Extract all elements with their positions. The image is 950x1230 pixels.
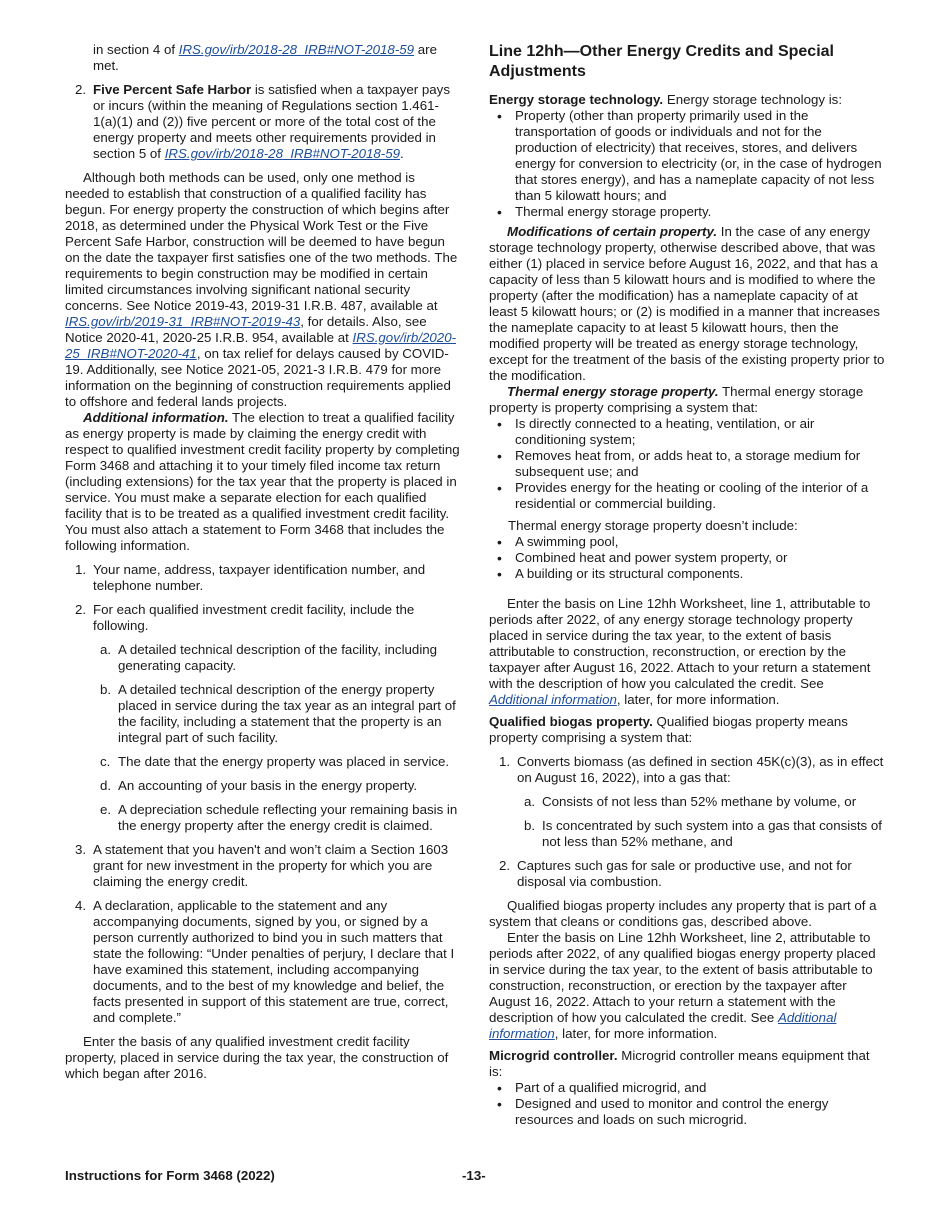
microgrid-paragraph: Microgrid controller. Microgrid controller means equipment that is: bbox=[489, 1048, 870, 1079]
bullet-item: • Is directly connected to a heating, ventilation, or air conditioning system; bbox=[497, 416, 815, 447]
list-item: 3. A statement that you haven't and won’t claim a Section 1603 grant for new investment in the property for which you are claiming the energy credit. bbox=[75, 842, 449, 889]
bullet-item: • Property (other than property primarily used in the transportation of goods or individuals and not for the production of electricity) that receives, stores, and delivers energy for conversion to electricity (or, in the case of hydrogen that stores energy), and has a nameplate capacity of not less than 5 kilowatt hours; and bbox=[497, 108, 882, 203]
sub-list-item: b. Is concentrated by such system into a gas that consists of not less than 52% methane, and bbox=[524, 818, 882, 849]
bullet-item: • Provides energy for the heating or cooling of the interior of a residential or commercial building. bbox=[497, 480, 869, 511]
sub-list-item: c. The date that the energy property was placed in service. bbox=[100, 754, 450, 769]
additional-information-link[interactable]: Additional information bbox=[489, 692, 617, 707]
bullet-item: • A building or its structural components. bbox=[497, 566, 744, 582]
bullet-item: • Designed and used to monitor and control the energy resources and loads on such microgrid. bbox=[497, 1096, 829, 1127]
section-heading: Line 12hh—Other Energy Credits and Special Adjustments bbox=[489, 43, 834, 80]
right-column bbox=[489, 42, 885, 1128]
irb-2020-25-link[interactable]: IRS.gov/irb/2020-25_IRB#NOT-2020-41 bbox=[65, 330, 457, 361]
sub-list-item: d. An accounting of your basis in the energy property. bbox=[100, 778, 418, 793]
bullet-item: • A swimming pool, bbox=[497, 534, 619, 550]
irb-2019-31-link[interactable]: IRS.gov/irb/2019-31_IRB#NOT-2019-43 bbox=[65, 314, 301, 329]
biogas-includes-paragraph: Qualified biogas property includes any property that is part of a system that cleans or conditions gas, described above. bbox=[489, 898, 877, 929]
biogas-paragraph: Qualified biogas property. Qualified biogas property means property comprising a system that: bbox=[489, 714, 848, 745]
footer-form-title: Instructions for Form 3468 (2022) bbox=[65, 1168, 275, 1183]
bullet-item: • Thermal energy storage property. bbox=[497, 204, 712, 220]
bullet-item: • Combined heat and power system property, or bbox=[497, 550, 788, 566]
list-item: 1. Your name, address, taxpayer identification number, and telephone number. bbox=[75, 562, 426, 593]
irb-2018-28-link-2[interactable]: IRS.gov/irb/2018-28_IRB#NOT-2018-59 bbox=[164, 146, 400, 161]
although-paragraph: Although both methods can be used, only one method is needed to establish that construction of a qualified facility has begun. For energy property the construction of which begins after 2018, as determined under the Physical Work Test or the Five Percent Safe Harbor, construction will be deemed to have begun on the date the taxpayer first satisfies one of the two methods. The requirements to begin construction may be modified in certain limited circumstances involving significant national security concerns. See Notice 2019-43, 2019-31 I.R.B. 487, available at IRS.gov/irb/2019-31_IRB#NOT-2019-43, for details. Also, see Notice 2020-41, 2020-25 I.R.B. 954, available at IRS.gov/irb/2020-25_IRB#NOT-2020-41, on tax relief for delays caused by COVID-19. Additionally, see Notice 2021-05, 2021-3 I.R.B. 479 for more information on the beginning of construction requirements applied to offshore and federal lands projects. bbox=[65, 170, 458, 409]
enter-basis-paragraph: Enter the basis of any qualified investment credit facility property, placed in service during the tax year, the construction of which began after 2016. bbox=[65, 1034, 449, 1081]
sub-list-item: b. A detailed technical description of the energy property placed in service during the tax year as an integral part of the facility, including a statement that the property is an integral part of such facility. bbox=[100, 682, 456, 745]
list-item: 1. Converts biomass (as defined in section 45K(c)(3), as in effect on August 16, 2022), into a gas that: bbox=[499, 754, 884, 785]
sub-list-item: e. A depreciation schedule reflecting your remaining basis in the energy property after the energy credit is claimed. bbox=[100, 802, 458, 833]
bullet-item: • Removes heat from, or adds heat to, a storage medium for subsequent use; and bbox=[497, 448, 861, 479]
left-column bbox=[65, 42, 461, 1082]
additional-info-paragraph: Additional information. The election to treat a qualified facility as energy property is made by claiming the energy credit with respect to qualified investment credit facility property by completing Form 3468 and attaching it to your timely filed income tax return (including extensions) for the tax year that the property is placed in service. You must make a separate election for each qualified facility that is to be treated as a qualified investment credit facility. You must also attach a statement to Form 3468 that includes the following information. bbox=[65, 410, 460, 553]
bullet-item: • Part of a qualified microgrid, and bbox=[497, 1080, 707, 1096]
irb-2018-28-link[interactable]: IRS.gov/irb/2018-28_IRB#NOT-2018-59 bbox=[178, 42, 415, 57]
list-item: 2. Captures such gas for sale or productive use, and not for disposal via combustion. bbox=[499, 858, 852, 889]
list-item: 2. For each qualified investment credit facility, include the following. bbox=[75, 602, 415, 633]
continued-paragraph: in section 4 of IRS.gov/irb/2018-28_IRB#NOT-2018-59 are met. bbox=[93, 42, 437, 73]
sub-list-item: a. A detailed technical description of the facility, including generating capacity. bbox=[100, 642, 438, 673]
page-number: -13- bbox=[462, 1168, 486, 1183]
enter-basis-line1-paragraph: Enter the basis on Line 12hh Worksheet, line 1, attributable to periods after 2022, of any energy storage technology property placed in service during the tax year, to the extent of basis attributable to construction, reconstruction, or erection by the taxpayer after August 16, 2022. Attach to your return a statement with the description of how you calculated the credit. See Additional information, later, for more information. bbox=[489, 596, 871, 707]
additional-information-link[interactable]: Additional information bbox=[489, 1010, 837, 1041]
enter-basis-line2-paragraph: Enter the basis on Line 12hh Worksheet, line 2, attributable to periods after 2022, of any qualified biogas energy property placed in service during the tax year, to the extent of basis attributable to construction, reconstruction, or erection by the taxpayer after August 16, 2022. Attach to your return a statement with the description of how you calculated the credit. See Additional information, later, for more information. bbox=[489, 930, 876, 1041]
modifications-paragraph: Modifications of certain property. In the case of any energy storage technology property, otherwise described above, that was either (1) placed in service before August 16, 2022, and that has a capacity of less than 5 kilowatt hours and is modified to where the property (after the modification) has a nameplate capacity of at least 5 kilowatt hours; or (2) is modified in a manner that increases the nameplate capacity to at least 5 kilowatt hours, then the modified property will be treated as energy storage technology, except for the treatment of the basis of the existing property prior to the modification. bbox=[489, 224, 885, 383]
sub-list-item: a. Consists of not less than 52% methane by volume, or bbox=[524, 794, 857, 809]
thermal-not-paragraph: Thermal energy storage property doesn’t include: bbox=[508, 518, 798, 533]
energy-storage-paragraph: Energy storage technology. Energy storage technology is: bbox=[489, 92, 843, 107]
list-item-five-percent: 2. Five Percent Safe Harbor is satisfied when a taxpayer pays or incurs (within the meaning of Regulations section 1.461-1(a)(1) and (2)) five percent or more of the total cost of the energy property and meets other requirements provided in section 5 of IRS.gov/irb/2018-28_IRB#NOT-2018-59. bbox=[75, 82, 450, 161]
list-item: 4. A declaration, applicable to the statement and any accompanying documents, signed by you, or signed by a person currently authorized to bind you in such matters that state the following: “Under penalties of perjury, I declare that I have examined this statement, including accompanying documents, and to the best of my knowledge and belief, the facts presented in support of this statement are true, correct, and complete.” bbox=[75, 898, 455, 1025]
thermal-paragraph: Thermal energy storage property. Thermal energy storage property is property comprising a system that: bbox=[489, 384, 864, 415]
